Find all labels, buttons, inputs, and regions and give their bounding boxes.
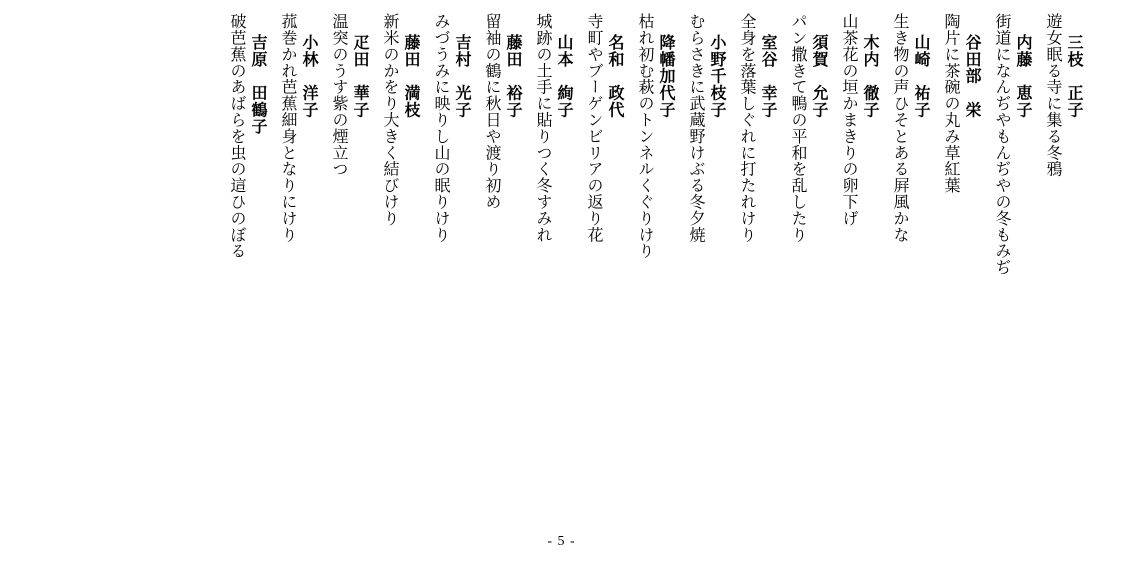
haiku-entry xyxy=(686,10,728,243)
haiku-text: 生き物の声ひそとある屛風かな xyxy=(891,13,910,243)
author-name: 内藤 恵子 xyxy=(1014,34,1033,118)
haiku-text: 新米のかをり大きく結びけり xyxy=(381,13,400,227)
haiku-entry xyxy=(380,10,422,226)
author-name: 三枝 正子 xyxy=(1065,34,1084,118)
haiku-text: パン撒きて鴨の平和を乱したり xyxy=(789,13,808,243)
haiku-entry xyxy=(788,10,830,243)
haiku-text: 城跡の土手に貼りつく冬すみれ xyxy=(534,13,553,243)
haiku-entry xyxy=(1043,10,1085,177)
haiku-text: 陶片に茶碗の丸み草紅葉 xyxy=(942,13,961,194)
author-name: 疋田 華子 xyxy=(351,34,370,118)
author-name: 木内 徹子 xyxy=(861,34,880,118)
author-name: 室谷 幸子 xyxy=(759,34,778,118)
author-name: 山本 絢子 xyxy=(555,34,574,118)
haiku-entry xyxy=(227,10,269,259)
haiku-entry xyxy=(278,10,320,243)
haiku-entry xyxy=(737,10,779,243)
haiku-entry xyxy=(533,10,575,243)
author-name: 小野千枝子 xyxy=(708,34,727,118)
haiku-text: 街道になんぢやもんぢやの冬もみぢ xyxy=(993,13,1012,276)
author-name: 藤田 裕子 xyxy=(504,34,523,118)
haiku-list xyxy=(218,10,1085,490)
author-name: 降幡加代子 xyxy=(657,34,676,118)
haiku-text: 全身を落葉しぐれに打たれけり xyxy=(738,13,757,243)
haiku-entry xyxy=(431,10,473,243)
haiku-text: 破芭蕉のあばらを虫の這ひのぼる xyxy=(228,13,247,259)
page-number: - 5 - xyxy=(547,534,576,549)
haiku-text: 温突のうす紫の煙立つ xyxy=(330,13,349,177)
author-name: 須賀 允子 xyxy=(810,34,829,118)
haiku-text: 遊女眠る寺に集る冬鴉 xyxy=(1044,13,1063,177)
haiku-text: みづうみに映りし山の眠りけり xyxy=(432,13,451,243)
author-name: 名和 政代 xyxy=(606,34,625,118)
haiku-text: むらさきに武蔵野けぶる冬夕焼 xyxy=(687,13,706,243)
author-name: 吉原 田鶴子 xyxy=(249,34,268,135)
haiku-text: 寺町やブーゲンビリアの返り花 xyxy=(585,13,604,243)
author-name: 吉村 光子 xyxy=(453,34,472,118)
author-name: 小林 洋子 xyxy=(300,34,319,118)
author-name: 山崎 祐子 xyxy=(912,34,931,118)
haiku-text: 枯れ初む萩のトンネルくぐりけり xyxy=(636,13,655,259)
haiku-text: 山茶花の垣かまきりの卵下げ xyxy=(840,13,859,227)
haiku-entry xyxy=(635,10,677,259)
haiku-entry xyxy=(482,10,524,210)
haiku-entry xyxy=(941,10,983,193)
haiku-entry xyxy=(584,10,626,243)
haiku-text: 留袖の鶴に秋日や渡り初め xyxy=(483,13,502,210)
haiku-text: 菰巻かれ芭蕉細身となりにけり xyxy=(279,13,298,243)
author-name: 谷田部 栄 xyxy=(963,34,982,118)
haiku-entry xyxy=(329,10,371,177)
haiku-entry xyxy=(839,10,881,226)
haiku-entry xyxy=(890,10,932,243)
haiku-entry xyxy=(992,10,1034,275)
author-name: 藤田 満枝 xyxy=(402,34,421,118)
